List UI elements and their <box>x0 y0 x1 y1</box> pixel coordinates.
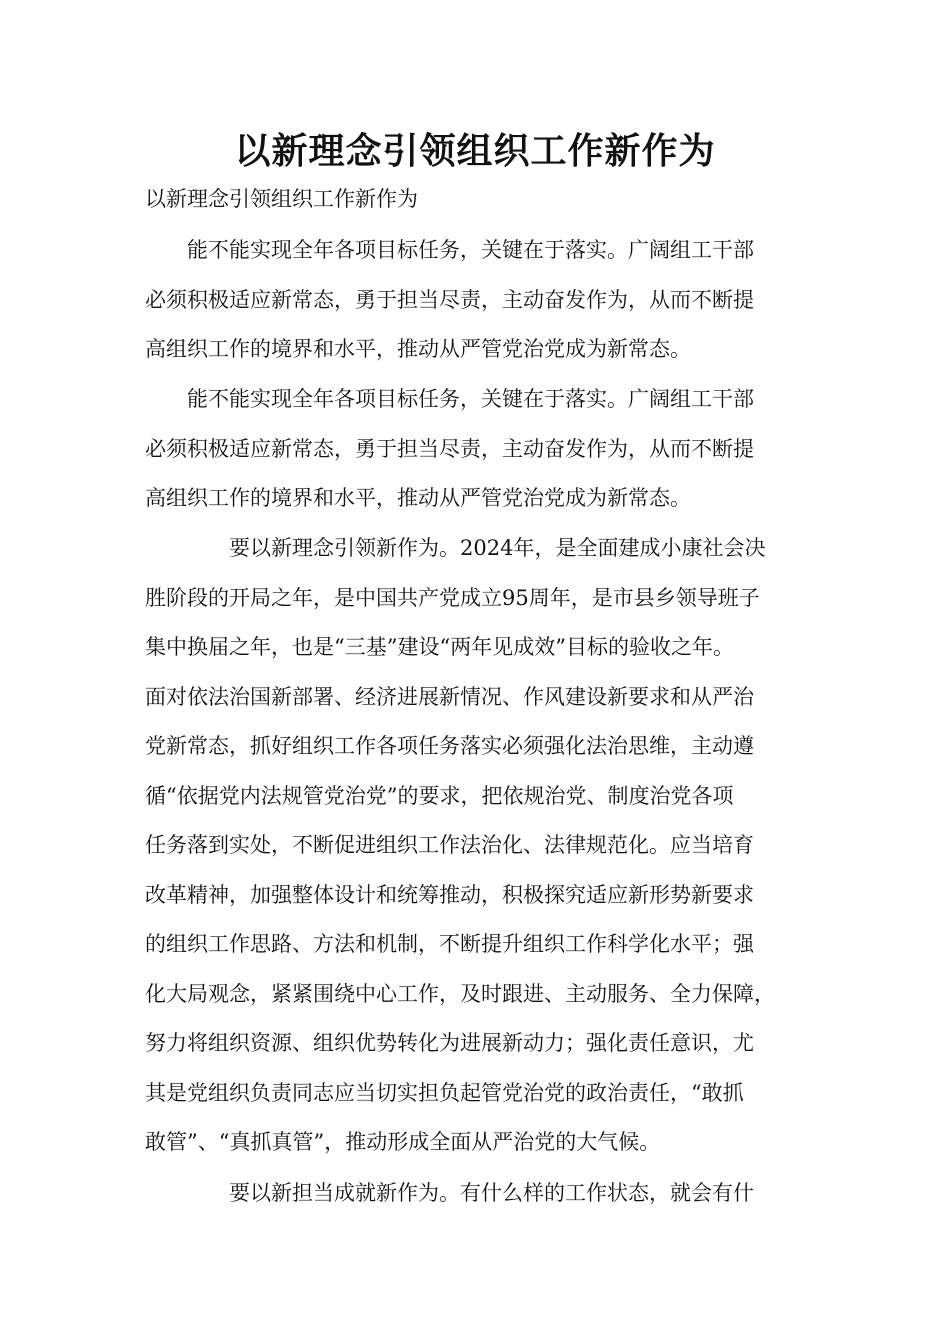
paragraph-line: 敢管”、“真抓真管”，推动形成全面从严治党的大气候。 <box>145 1130 661 1154</box>
paragraph-line: 要以新担当成就新作为。有什么样的工作状态，就会有什 <box>145 1181 754 1205</box>
document-subtitle: 以新理念引领组织工作新作为 <box>145 187 418 211</box>
paragraph-line: 党新常态，抓好组织工作各项任务落实必须强化法治思维，主动遵 <box>145 734 754 758</box>
paragraph-line: 能不能实现全年各项目标任务，关键在于落实。广阔组工干部 <box>145 387 754 411</box>
paragraph-2 <box>145 375 825 524</box>
paragraph-line: 循“依据党内法规管党治党”的要求，把依规治党、制度治党各项 <box>145 783 734 808</box>
paragraph-line: 能不能实现全年各项目标任务，关键在于落实。广阔组工干部 <box>145 238 754 262</box>
paragraph-line: 其是党组织负责同志应当切实担负起管党治党的政治责任，“敢抓 <box>145 1080 744 1105</box>
paragraph-line: 改革精神，加强整体设计和统筹推动，积极探究适应新形势新要求 <box>145 882 754 907</box>
document-title: 以新理念引领组织工作新作为 <box>234 131 716 172</box>
paragraph-line: 高组织工作的境界和水平，推动从严管党治党成为新常态。 <box>145 486 691 510</box>
paragraph-line: 努力将组织资源、组织优势转化为进展新动力；强化责任意识，尤 <box>145 1031 754 1055</box>
paragraph-line: 胜阶段的开局之年，是中国共产党成立95周年，是市县乡领导班子 <box>145 585 760 610</box>
paragraph-line: 集中换届之年，也是“三基”建设“两年见成效”目标的验收之年。 <box>145 635 734 659</box>
paragraph-line: 的组织工作思路、方法和机制，不断提升组织工作科学化水平；强 <box>145 932 754 956</box>
paragraph-1 <box>145 226 825 375</box>
paragraph-line: 必须积极适应新常态，勇于担当尽责，主动奋发作为，从而不断提 <box>145 436 754 461</box>
paragraph-line: 化大局观念，紧紧围绕中心工作，及时跟进、主动服务、全力保障， <box>145 981 775 1006</box>
paragraph-4 <box>145 1169 825 1219</box>
paragraph-line: 必须积极适应新常态，勇于担当尽责，主动奋发作为，从而不断提 <box>145 287 754 312</box>
paragraph-line: 面对依法治国新部署、经济进展新情况、作风建设新要求和从严治 <box>145 684 754 709</box>
paragraph-3 <box>145 524 825 1168</box>
paragraph-line: 任务落到实处，不断促进组织工作法治化、法律规范化。应当培育 <box>145 833 754 857</box>
paragraph-line: 要以新理念引领新作为。2024年，是全面建成小康社会决 <box>145 536 766 560</box>
paragraph-line: 高组织工作的境界和水平，推动从严管党治党成为新常态。 <box>145 337 691 361</box>
